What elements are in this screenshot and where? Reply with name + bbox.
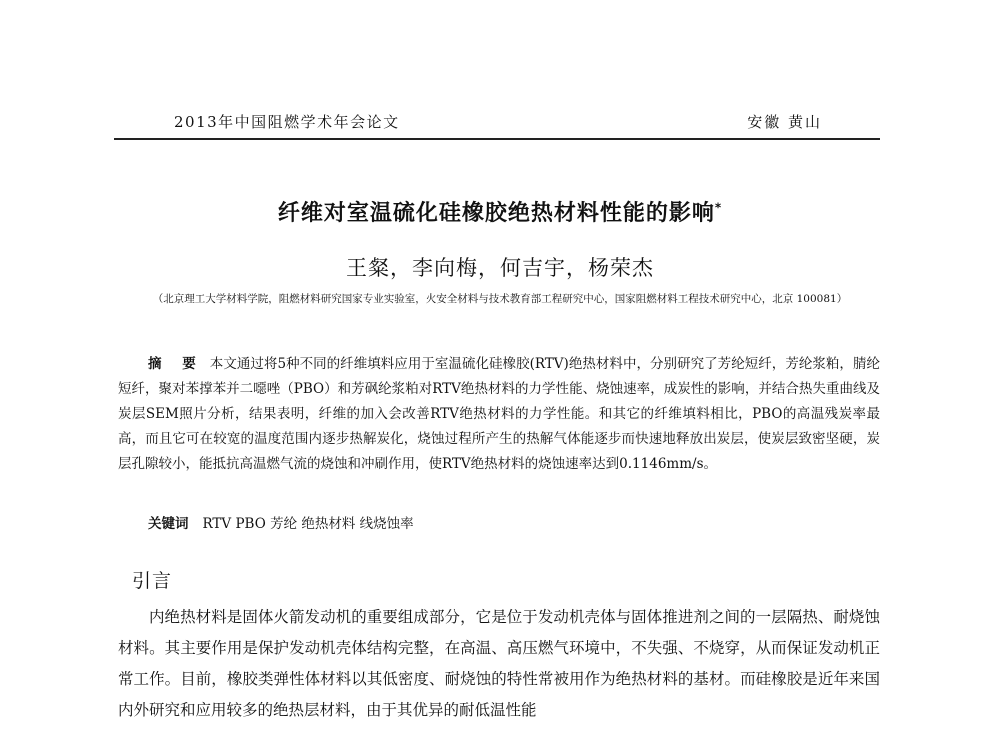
conference-name: 2013年中国阻燃学术年会论文 <box>174 113 400 131</box>
running-header <box>114 111 880 135</box>
header-divider <box>114 138 880 140</box>
introduction-paragraph: 内绝热材料是固体火箭发动机的重要组成部分，它是位于发动机壳体与固体推进剂之间的一层隔热、耐烧蚀材料。其主要作用是保护发动机壳体结构完整，在高温、高压燃气环境中，不失强、不烧穿，从而保证发动机正常工作。目前，橡胶类弹性体材料以其低密度、耐烧蚀的特性常被用作为绝热材料的基材。而硅橡胶是近年来国内外研究和应用较多的绝热层材料，由于其优异的耐低温性能 <box>118 608 880 719</box>
paper-title-text: 纤维对室温硫化硅橡胶绝热材料性能的影响 <box>277 201 715 226</box>
keywords-text: RTV PBO 芳纶 绝热材料 线烧蚀率 <box>202 516 414 532</box>
section-heading-introduction: 引言 <box>132 570 173 592</box>
keywords-label: 关键词 <box>148 516 189 532</box>
paper-authors: 王粲，李向梅，何吉宇，杨荣杰 <box>346 256 654 280</box>
abstract-label: 摘 要 <box>148 356 204 372</box>
title-footnote-mark: * <box>714 200 723 215</box>
author-affiliation: （北京理工大学材料学院，阻燃材料研究国家专业实验室，火安全材料与技术教育部工程研究中心，国家阻燃材料工程技术研究中心，北京 100081） <box>152 293 848 305</box>
abstract-block <box>118 352 880 477</box>
paper-title <box>0 196 1000 227</box>
conference-location: 安徽 黄山 <box>747 113 822 131</box>
abstract-text: 本文通过将5种不同的纤维填料应用于室温硫化硅橡胶(RTV)绝热材料中，分别研究了芳纶短纤，芳纶浆粕，腈纶短纤，聚对苯撑苯并二噁唑（PBO）和芳砜纶浆粕对RTV绝热材料的力学性能、烧蚀速率，成炭性的影响，并结合热失重曲线及炭层SEM照片分析，结果表明，纤维的加入会改善RTV绝热材料的力学性能。和其它的纤维填料相比，PBO的高温残炭率最高，而且它可在较宽的温度范围内逐步热解炭化，烧蚀过程所产生的热解气体能逐步而快速地释放出炭层，使炭层致密坚硬，炭层孔隙较小，能抵抗高温燃气流的烧蚀和冲刷作用，使RTV绝热材料的烧蚀速率达到0.1146mm/s。 <box>118 356 880 472</box>
keywords-line <box>148 512 414 532</box>
